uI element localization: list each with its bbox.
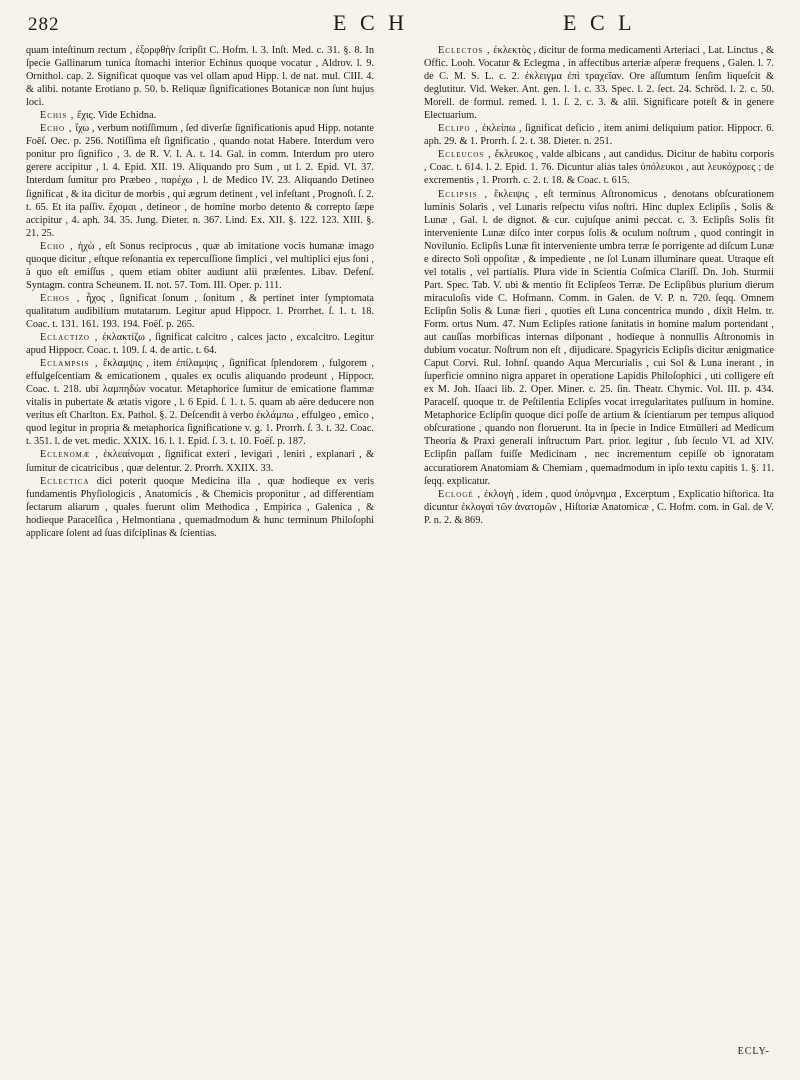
entry-text: ἐκλογὴ , idem , quod ὑπόμνημα , Excerptum , Explicatio hiſtorica. Ita dicuntur ἐκλογαὶ τῶν ἀνατομῶν , Hiſtoriæ Anatomicæ , C. Hofm. com. in Gal. de V. P. n. 2. & 869. bbox=[424, 488, 774, 526]
dictionary-entry bbox=[26, 240, 374, 292]
right-column bbox=[424, 44, 774, 527]
entry-headword: Ecleucos , bbox=[438, 149, 492, 161]
entry-text: ἐκλείπω , ſignificat deficio , item animi deliquium patior. Hippocr. 6. aph. 29. & 1. Prorrh. ſ. 2. t. 38. Dieter. n. 251. bbox=[424, 123, 774, 148]
entry-text: ἴχω , verbum notiſſimum , ſed diverſæ ſignificationis apud Hipp. notante Foëſ. Oec. p. 256. Notiſſima eſt ſignificatio , quando notat Habere. Interdum vero ponitur pro ſignifico , 3. de R. V. I. A. t. 14. Gal. in comm. Interdum pro utero gerere accipitur , l. 4. Epid. XII. 19. Aliquando pro Sum , ut l. 2. Epid. VI. 37. Interdum ſumitur pro Præbeo , παρέχω , l. de Medico IV. 23. Aliquando Detineo ſignificat , & ita dicitur de morbis , qui ægrum detinent , vel infeſtant , Prognoſt. ſ. 2. t. 65. Et ita paſſiv. ἔχομαι , detineor , de homine morbo detento & correpto ſæpe accipitur , 4. aph. 34. 35. Jung. Dieter. n. 367. Lind. Ex. XII. §. 122. 123. XIII. §. 21. 25. bbox=[26, 123, 375, 239]
entry-headword: Eclenomæ , bbox=[40, 449, 99, 461]
entry-headword: Eclactizo , bbox=[40, 332, 99, 344]
dictionary-entry bbox=[424, 148, 774, 187]
dictionary-entry bbox=[26, 109, 374, 122]
entry-text: dici poterit quoque Medicina illa , quæ hodieque ex veris fundamentis Phyſiologicis , Anatomicis , & Chemicis proponitur , ad differentiam ſectarum aliarum , quales fuerunt olim Methodica , Empirica , Galenica , & hodieque Paracelſica , Helmontiana , quemadmodum & hunc terminum Philoſophi applicare ſolent ad ſuas diſciplinas & ſcientias. bbox=[26, 475, 374, 539]
dictionary-entry bbox=[26, 357, 374, 448]
entry-text: ἔκλευκος , valde albicans , aut candidus. Dicitur de habitu corporis , Coac. t. 614. l. 2. Epid. 1. 76. Dicuntur alias tales ὑπόλευκοι , aut λευκόχροες ; de excrementis , 1. Prorrh. c. 2. t. 18. & Coac. t. 615. bbox=[424, 149, 774, 187]
entry-headword: Echo , bbox=[40, 123, 73, 135]
entry-text: ἠχὼ , eſt Sonus reciprocus , quæ ab imitatione vocis humanæ imago quoque dicitur , eſtque reſonantia ex repercuſſione ſimplici , vel multiplici ejus ſoni , à quo eſt emiſſus , quem etiam obiter audiunt alii præſentes. Libav. Defenſ. Syntagm. contra Scheunem. II. not. 57. Tom. III. Oper. p. 111. bbox=[26, 240, 375, 291]
entry-text: ἐκλακτίζω , ſignificat calcitro , calces jacto , excalcitro. Legitur apud Hippocr. Coac. t. 109. ſ. 4. de artic. t. 64. bbox=[26, 332, 375, 357]
dictionary-entry bbox=[26, 44, 374, 109]
entry-text: ἐκλεαίνομαι , ſignificat exteri , levigari , leniri , explanari , & ſumitur de cicatricibus , quæ delentur. 2. Prorrh. XXIIX. 33. bbox=[26, 449, 375, 474]
entry-headword: Eclectos , bbox=[438, 45, 491, 56]
entry-headword: Eclectica bbox=[40, 475, 90, 487]
catchword: ECLY- bbox=[737, 1046, 770, 1057]
dictionary-entry bbox=[26, 475, 374, 540]
entry-text: ἦχος , ſignificat ſonum , ſonitum , & pertinet inter ſymptomata qualitatum audibilium mutatarum. Legitur apud Hippocr. 1. Prorrhet. ſ. 1. t. 18. Coac. t. 131. 161. 193. 194. Foëſ. p. 265. bbox=[26, 292, 374, 330]
dictionary-entry bbox=[424, 188, 774, 488]
entry-text: quam inteſtinum rectum , ἐξορφθὴν ſcripſit C. Hofm. l. 3. Inſt. Med. c. 31. §. 8. In ſpecie Gallinarum tunica ſtomachi interior Echinus quoque vocatur , Aldrov. l. 9. Ornithol. cap. 2. Significat quoque vas vel ollam apud Hipp. l. de nat. mul. CIII. 4. & alibi. notante Erotiano p. 50. b. Reliquæ ſignificationes Botanicæ non ſunt hujus loci. bbox=[26, 45, 374, 109]
entry-text: ἔχις. Vide Echidna. bbox=[74, 110, 157, 122]
entry-text: ἔκλαμψις , item ἐπίλαμψις , ſignificat ſplendorem , fulgorem , effulgeſcentiam & emicationem , quales ex oculis aliquando prodeunt , Hippocr. Coac. t. 218. ubi λαμπηδὼν vocatur. Metaphorice ſumitur de emicatione flammæ vitalis in pubertate & ætatis vigore , l. 6 Epid. ſ. 1. t. 5. quam ab aëre deducere non veritus eſt Charlton. Ex. Pathol. §. 2. Deſcendit à verbo ἐκλάμπω , effulgeo , emico , quod legitur in propria & metaphorica ſignificatione v. g. 1. Prorrh. ſ. 3. t. 32. Coac. t. 351. l. de vet. medic. XXIX. 16. l. 1. Epid. ſ. 3. t. 10. Foëſ. p. 187. bbox=[26, 358, 374, 448]
entry-headword: Echo , bbox=[40, 240, 74, 252]
entry-text: ἐκλεκτὸς , dicitur de forma medicamenti Arteriaci , Lat. Linctus , & Offic. Looh. Vocatur & Eclegma , in affectibus arteriæ aſperæ frequens , Galen. l. 7. de C. M. S. L. c. 2. ἐκλειγμα ἐπὶ τραχεῖαν. Ore aſſumtum ſenſim liqueſcit & deglutitur. Vid. Weker. Ant. gen. l. 1. c. 33. Spec. l. 2. ſect. 24. Schröd. l. 2. c. 50. Morell. de formul. remed. l. 1. ſ. 2. c. 3. & alii. Significare poteſt & in genere Electuarium. bbox=[424, 45, 774, 122]
dictionary-entry bbox=[26, 331, 374, 357]
dictionary-entry bbox=[424, 122, 774, 148]
dictionary-entry bbox=[424, 44, 774, 122]
running-head-left: E C H bbox=[333, 10, 408, 35]
entry-headword: Eclampsis , bbox=[40, 358, 99, 370]
page-number: 282 bbox=[28, 14, 60, 35]
entry-text: ἔκλειψις , eſt terminus Aſtronomicus , denotans obſcurationem luminis Solaris , vel Lunaris reſpectu viſus noſtri. Hinc duplex Eclipſis , Solis & Lunæ , Gal. l. de dignot. & cur. cujuſque animi peccat. c. 3. Eclipſis Solis fit interveniente Lunæ diſco inter corpus ſolis & oculum noſtrum , quod contingit in Novilunio. Eclipſis Lunæ fit interveniente umbra terræ ſe porrigente ad diſcum Lunæ e directo Soli oppoſitæ , & impediente , ne ſol Lunam illuminare queat. Utraque eſt vel totalis , vel partialis. Plura vide in Scientia Coſmica Clariſſ. Dn. Joh. Sturmii Part. Spec. Tab. V. ubi & mentio fit Eclipſeos Terræ. De Eclipſibus plurium dierum miraculoſis vide C. Hofmann. Comm. in Galen. de V. P. n. 720. ſeqq. Omnem Eclipſin Solis & Lunæ fieri , quoties eſt Luna concentrica mundo , dixit Helm. tr. Form. ortus Num. 47. Num Eclipſes ratione ſanitatis in homine malum portendant , aut cauſſas morbificas internas diſponant , hodieque à nonnullis Aſtronomis in dubium vocatur. Noſtrum non eſt , dijudicare. Spagyricis Eclipſis dicitur ænigmatice Caput Corvi. Rul. Iohnſ. quando Aqua Mercurialis , cui Sol & Luna inerant , in ſuperficie omnino nigra apparet in operatione Lapidis Philoſophici , uti colligere eſt ex M. Joh. Iſaaci lib. 2. Oper. Miner. c. 25. ſin. Theatr. Chymic. Vol. III. p. 434. Paracelſ. quoque tr. de Peſtilentia Eclipſes vocat irregularitates pulſuum in homine. Metaphorice Eclipſin quoque dici poſſe de artium & ſcientiarum per tempus aliquod obſcuratione , quando non floruerunt. Ita in ſpecie in Indice Etmülleri ad Medicum Theoria & Praxi generali inſtructum Part. prior. legitur , ſub ſeculo VI. ad XIV. Eclipſin paſſam fuiſſe Medicinam , nec incrementum cepiſſe ob ignoratam accuratiorem Anatomiam & Chemiam , quemadmodum in ipſo textu capitis 1. §. 11. ſeqq. explicatur. bbox=[424, 188, 774, 487]
dictionary-entry bbox=[424, 488, 774, 527]
page-header bbox=[28, 6, 772, 40]
entry-headword: Echos , bbox=[40, 292, 81, 304]
entry-headword: Echis , bbox=[40, 110, 75, 122]
dictionary-entry bbox=[26, 122, 374, 239]
dictionary-entry bbox=[26, 292, 374, 331]
entry-headword: Eclipo , bbox=[438, 123, 479, 135]
entry-headword: Eclipsis , bbox=[438, 188, 489, 200]
running-head-right: E C L bbox=[563, 10, 636, 35]
dictionary-entry bbox=[26, 448, 374, 474]
left-column bbox=[26, 44, 374, 540]
entry-headword: Eclogé , bbox=[438, 488, 482, 500]
